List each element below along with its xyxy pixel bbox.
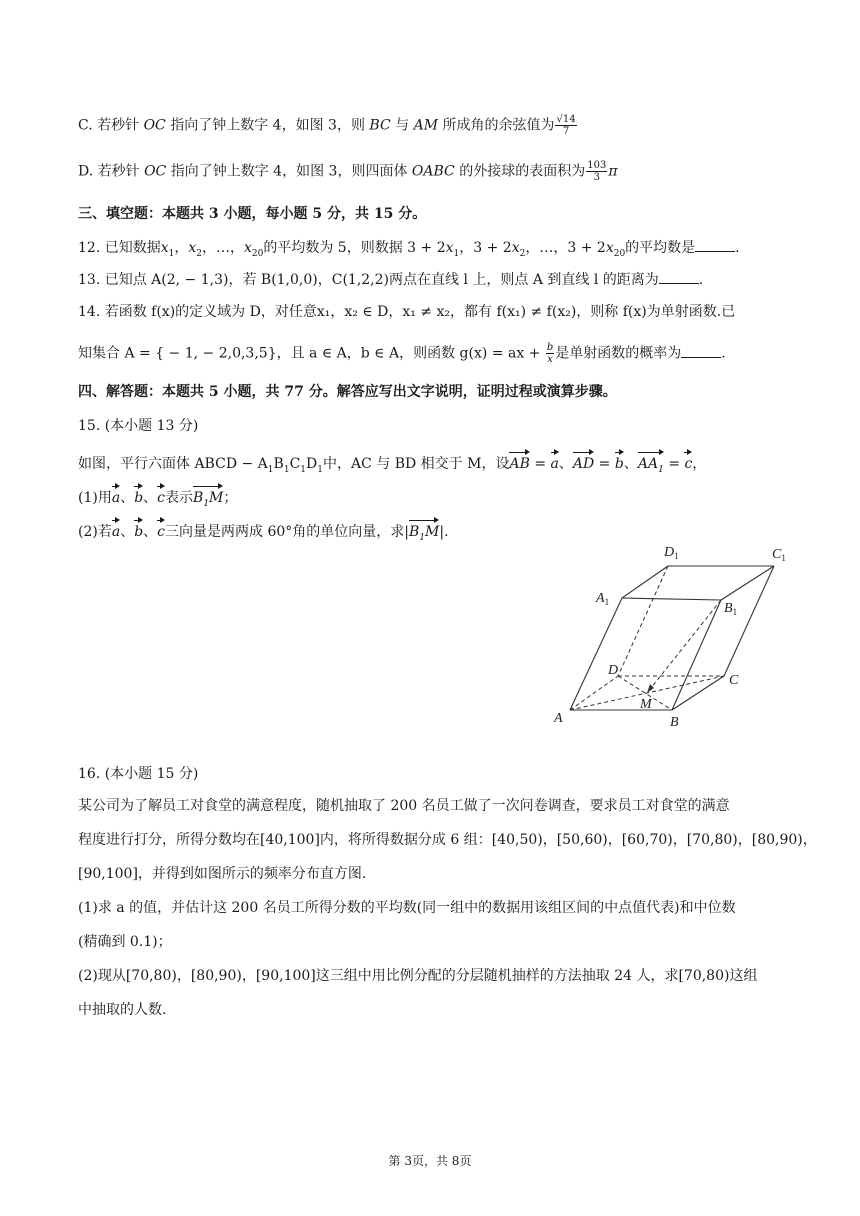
label-b1-letter: B <box>724 601 733 616</box>
var-x: x <box>188 240 197 256</box>
label-b: B <box>670 715 679 730</box>
separator: 、 <box>558 456 573 472</box>
question-12 <box>78 238 740 264</box>
vector-b: b <box>615 450 624 474</box>
q12-text: ， <box>174 240 189 256</box>
subscript: 1 <box>419 532 426 543</box>
question-15-part-1 <box>78 484 237 514</box>
equals: = <box>663 456 685 472</box>
q15-part2-text: 三向量是两两成 60°角的单位向量，求| <box>165 524 409 540</box>
question-14-line-2 <box>78 342 726 365</box>
separator: 、 <box>143 524 158 540</box>
q12-text: 的平均数是 <box>625 240 696 256</box>
vector-b1m-b: B <box>409 524 420 540</box>
edge-dd1 <box>618 566 668 676</box>
subscript: 2 <box>519 248 526 259</box>
question-16-line-1: 某公司为了解员工对食堂的满意程度，随机抽取了 200 名员工做了一次问卷调查，要求员工对食堂的满意 <box>78 798 730 814</box>
q14-text: 知集合 A = { − 1, − 2,0,3,5}，且 a ∈ A，b ∈ A，则函数 g(x) = ax + <box>78 345 545 362</box>
question-15-intro <box>78 450 706 480</box>
segment-oc: OC <box>143 117 166 134</box>
vector-ad: AD <box>573 450 594 474</box>
q12-end: . <box>735 240 740 256</box>
var-x: x <box>605 240 614 256</box>
vector-b1m <box>409 518 439 548</box>
option-c-fraction <box>555 114 576 137</box>
question-13 <box>78 270 703 290</box>
fraction-numerator: b <box>546 342 554 353</box>
label-a1-sub: 1 <box>604 597 610 607</box>
option-c-text-3: 所成角的余弦值为 <box>438 117 555 134</box>
section-3-title: 三、填空题：本题共 3 小题，每小题 5 分，共 15 分。 <box>78 206 427 222</box>
fraction-denominator: 3 <box>593 172 600 183</box>
question-16-part-1: (1)求 a 的值，并估计这 200 名员工所得分数的平均数(同一组中的数据用该组区间的中点值代表)和中位数 <box>78 900 736 916</box>
q14-text-2: 是单射函数的概率为 <box>555 345 682 362</box>
vector-b: b <box>134 518 143 542</box>
q12-text: ，…，3 + 2 <box>525 240 606 256</box>
subscript: 1 <box>453 248 460 259</box>
q14-fraction <box>546 342 554 365</box>
vector-ab: AB <box>509 450 529 474</box>
q12-text: ，3 + 2 <box>459 240 512 256</box>
vector-b1m <box>193 484 223 514</box>
edge-aa1 <box>570 598 622 710</box>
separator: 、 <box>120 524 135 540</box>
answer-blank <box>659 271 699 284</box>
label-a: A <box>554 711 563 726</box>
option-c <box>78 114 578 137</box>
q13-end: . <box>698 272 704 288</box>
answer-blank <box>681 345 721 358</box>
label-m: M <box>640 697 652 712</box>
option-d <box>78 160 618 183</box>
subscript: 20 <box>251 248 264 259</box>
question-16-part-2-cont: 中抽取的人数. <box>78 1002 167 1018</box>
q13-text: 13. 已知点 A(2, − 1,3)，若 B(1,0,0)，C(1,2,2)两点在直线 l 上，则点 A 到直线 l 的距离为 <box>78 272 659 288</box>
subscript: 20 <box>613 248 626 259</box>
fraction-numerator: 103 <box>587 160 607 171</box>
q15-text: ， <box>692 456 707 472</box>
answer-blank <box>695 239 735 252</box>
option-c-text: 指向了钟上数字 4，如图 3，则 <box>165 117 370 134</box>
question-16-part-2: (2)现从[70,80)，[80,90)，[90,100]这三组中用比例分配的分层随机抽样的方法抽取 24 人，求[70,80)这组 <box>78 968 758 984</box>
q15-part2-text: (2)若 <box>78 524 112 540</box>
var-x: x <box>445 240 454 256</box>
segment-oc: OC <box>144 163 167 180</box>
q12-text: ，…， <box>202 240 244 256</box>
option-d-fraction <box>586 160 607 183</box>
label-d1 <box>663 545 679 561</box>
question-15-header: 15. (本小题 13 分) <box>78 418 199 434</box>
subscript: 1 <box>317 464 323 475</box>
page-footer: 第 3页，共 8页 <box>388 1154 472 1168</box>
vector-b1m-m: M <box>209 490 224 506</box>
question-16-header: 16. (本小题 15 分) <box>78 766 199 782</box>
vector-b1m-m: M <box>425 524 440 540</box>
segment-am: AM <box>413 117 439 134</box>
label-a1 <box>595 591 609 607</box>
label-d: D <box>608 663 619 678</box>
subscript: 1 <box>300 464 307 475</box>
subscript: 1 <box>658 464 664 475</box>
fraction-denominator: 7 <box>562 126 570 137</box>
q15-text: 中，AC 与 BD 相交于 M，设 <box>322 456 510 472</box>
separator: 、 <box>623 456 638 472</box>
question-16-line-2: 程度进行打分，所得分数均在[40,100]内，将所得数据分成 6 组：[40,50)，[50,60)，[60,70)，[70,80)，[80,90)， <box>78 832 817 848</box>
label-c1-sub: 1 <box>781 553 786 563</box>
var-x: x <box>160 240 169 256</box>
vector-a: a <box>112 518 120 542</box>
segment-bc: BC <box>369 117 391 134</box>
vector-c: c <box>157 484 165 508</box>
option-d-text-2: 的外接球的表面积为 <box>454 163 586 180</box>
vector-c: c <box>684 450 692 474</box>
q14-end: . <box>721 345 726 362</box>
tetrahedron-oabc: OABC <box>411 163 455 180</box>
fraction-denominator: x <box>547 354 553 365</box>
label-b1 <box>724 601 737 617</box>
q12-text: 12. 已知数据 <box>78 240 161 256</box>
q15-part1-text: 表示 <box>165 490 194 506</box>
q15-text: C <box>289 456 301 472</box>
subscript: 1 <box>168 248 175 259</box>
q14-text: 14. 若函数 f(x)的定义域为 D，对任意x₁，x₂ ∈ D，x₁ ≠ x₂，都有 f(x₁) ≠ f(x₂)，则称 f(x)为单射函数.已 <box>78 304 736 320</box>
edge-a1b1 <box>622 598 721 600</box>
question-16-part-1-cont: (精确到 0.1)； <box>78 934 172 950</box>
separator: 、 <box>120 490 135 506</box>
pi-symbol: π <box>608 163 618 180</box>
label-c1-letter: C <box>772 547 782 562</box>
q12-text: 的平均数为 5，则数据 3 + 2 <box>263 240 446 256</box>
vector-aa1 <box>638 450 664 480</box>
option-d-text: 指向了钟上数字 4，如图 3，则四面体 <box>166 163 412 180</box>
equals: = <box>594 456 615 472</box>
option-c-prefix: C. 若秒针 <box>78 117 144 134</box>
subscript: 1 <box>267 464 274 475</box>
q15-text: B <box>273 456 284 472</box>
vector-c: c <box>157 518 165 542</box>
q15-text: D <box>306 456 318 472</box>
separator: 、 <box>143 490 158 506</box>
q15-part2-end: |. <box>439 524 449 540</box>
subscript: 1 <box>203 498 210 509</box>
var-x: x <box>244 240 252 256</box>
question-14-line-1 <box>78 302 735 322</box>
q15-text: 如图，平行六面体 ABCD − A <box>78 456 268 472</box>
label-d1-sub: 1 <box>674 551 679 561</box>
label-d1-letter: D <box>664 545 675 560</box>
subscript: 1 <box>283 464 290 475</box>
label-a1-letter: A <box>596 591 605 606</box>
option-d-prefix: D. 若秒针 <box>78 163 145 180</box>
fraction-numerator: √14 <box>556 114 576 125</box>
vector-b1m-b: B <box>193 490 204 506</box>
vector-aa1-label: AA <box>637 456 659 472</box>
vector-b: b <box>134 484 143 508</box>
q15-part1-end: ； <box>223 490 238 506</box>
question-16-line-3: [90,100]，并得到如图所示的频率分布直方图. <box>78 866 367 882</box>
section-4-title: 四、解答题：本题共 5 小题，共 77 分。解答应写出文字说明，证明过程或演算步骤。 <box>78 384 617 400</box>
label-b1-sub: 1 <box>732 607 738 617</box>
label-c: C <box>729 673 739 688</box>
option-c-text-2: 与 <box>390 117 414 134</box>
label-c1 <box>772 547 786 563</box>
q15-part1-text: (1)用 <box>78 490 112 506</box>
subscript: 2 <box>196 248 202 259</box>
parallelepiped-figure <box>546 538 796 734</box>
var-x: x <box>511 240 520 256</box>
vector-a: a <box>112 484 120 508</box>
equals: = <box>529 456 551 472</box>
question-15-part-2 <box>78 518 449 548</box>
vector-a: a <box>551 450 559 474</box>
